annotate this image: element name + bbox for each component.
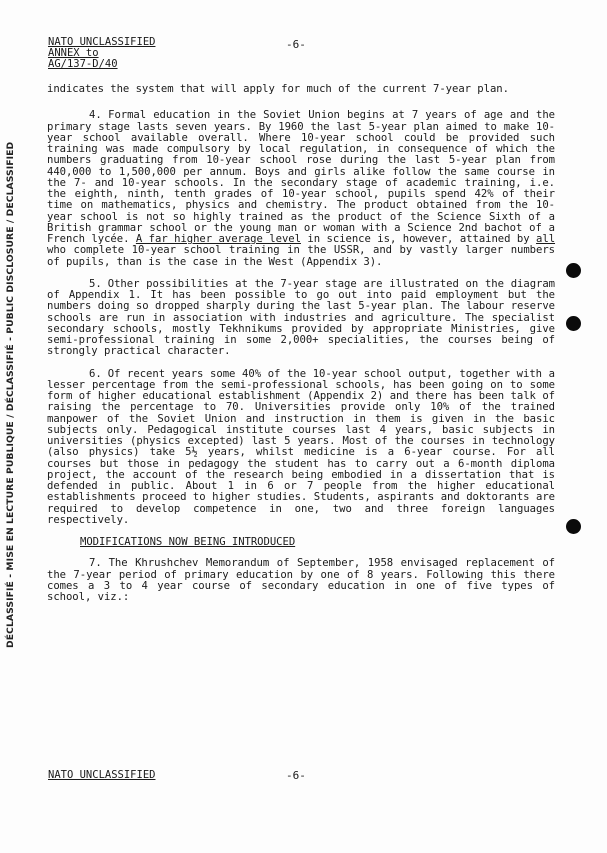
header-page-number: -6-: [286, 38, 306, 51]
paragraph-4: 4. Formal education in the Soviet Union begins at 7 years of age and the primary stage lasts seven years. By 1960 the last 5-year plan aimed to make 10-year school available overall. Where 10-year school could be provided such training was made compulsory by local regulation, in consequence of which the numbers graduating from 10-year school rose during the last 5-year plan from 440,000 to 1,500,000 per annum. Boys and girls alike follow the same course in the 7- and 10-year schools. In the secondary stage of academic training, i.e. the eighth, ninth, tenth grades of 10-year school, pupils spend 42% of their time on mathematics, physics and chemistry. The product obtained from the 10-year school is not so highly trained as the product of the Science Sixth of a British grammar school or the young man or woman with a Science 2nd bachot of a French lycée. A far higher average level in science is, however, attained by all who complete 10-year school training in the USSR, and by vastly larger numbers of pupils, than is the case in the West (Appendix 3).: [47, 109, 556, 268]
paragraph-number: 5.: [89, 277, 102, 290]
punch-hole: [566, 519, 581, 534]
paragraph-number: 7.: [89, 557, 102, 570]
punch-hole: [566, 263, 581, 278]
emphasis-text: all: [536, 233, 556, 245]
punch-hole: [566, 316, 581, 331]
paragraph-6: 6. Of recent years some 40% of the 10-year school output, together with a lesser percentage from the semi-professional schools, has been going on to some form of higher educational establishment (Appendix 2) and there has been talk of raising the percentage to 70. Universities provide only 10% of the trained manpower of the Soviet Union and instruction in them is given in the basic subjects only. Pedagogical institute courses last 4 years, basic subjects in universities (physics excepted) last 5 years. Most of the courses in technology (also physics) take 5½ years, whilst medicine is a 6-year course. For all courses but those in pedagogy the student has to carry out a 6-month diploma project, the account of the research being embodied in a dissertation that is defended in public. About 1 in 6 or 7 people from the higher educational establishments proceed to higher studies. Students, aspirants and doktorants are required to develop competence in one, two and three foreign languages respectively.: [47, 367, 556, 526]
footer-classification: NATO UNCLASSIFIED: [48, 769, 156, 781]
header-annex: ANNEX to: [48, 47, 99, 59]
paragraph-7: 7. The Khrushchev Memorandum of September, 1958 envisaged replacement of the 7-year period of primary education by one of 8 years. Following this there comes a 3 to 4 year course of secondary education in one of five types of school, viz.:: [47, 557, 555, 603]
declassification-stamp: DÉCLASSIFIÉ - MISE EN LECTURE PUBLIQUE / DÉCLASSIFIÉ - PUBLIC DISCLOSURE / DECLASSIFIED: [5, 141, 16, 648]
header-classification: NATO UNCLASSIFIED: [48, 36, 156, 48]
intro-paragraph: indicates the system that will apply for much of the current 7-year plan.: [47, 83, 509, 95]
paragraph-5: 5. Other possibilities at the 7-year stage are illustrated on the diagram of Appendix 1. It has been possible to go out into paid employment but the numbers doing so dropped sharply during the last 5-year plan. The labour reserve schools are run in association with industries and agriculture. The specialist secondary schools, mostly Tekhnikums provided by appropriate Ministries, give semi-professional training in some 2,000+ specialities, the courses being of strongly practical character.: [47, 277, 556, 358]
header-reference: AG/137-D/40: [48, 58, 118, 70]
section-heading: MODIFICATIONS NOW BEING INTRODUCED: [80, 536, 296, 548]
paragraph-number: 6.: [89, 367, 102, 380]
footer-page-number: -6-: [286, 769, 306, 782]
paragraph-number: 4.: [89, 109, 102, 122]
header-block: [48, 37, 155, 70]
document-body: [47, 84, 555, 614]
emphasis-text: A far higher average level: [135, 233, 301, 245]
